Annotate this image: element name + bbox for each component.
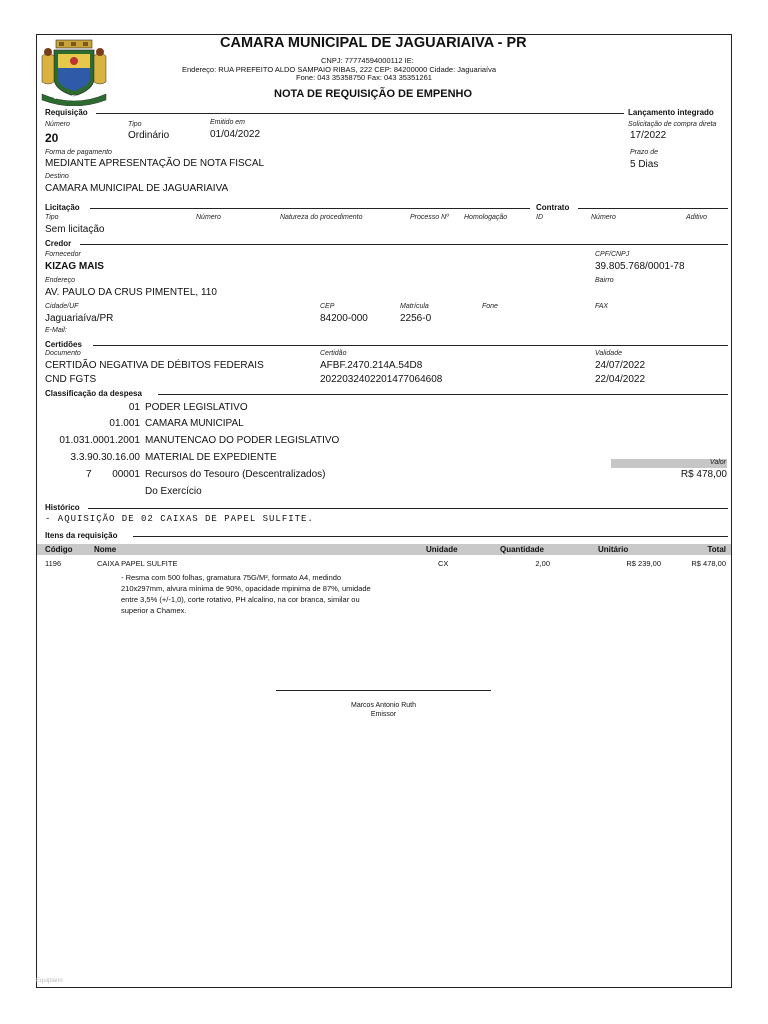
certidao-row-1-validade: 24/07/2022 — [595, 360, 646, 371]
cnpj-text: CNPJ: 77774594000112 IE: — [321, 56, 414, 65]
classificacao-code-4: 3.3.90.30.16.00 — [70, 452, 140, 463]
matricula-label: Matrícula — [400, 303, 429, 310]
classificacao-desc-1: PODER LEGISLATIVO — [145, 402, 248, 413]
fornecedor-value: KIZAG MAIS — [45, 261, 104, 272]
item-desc-line-4: superior a Chamex. — [121, 606, 187, 615]
certidao-row-2-validade: 22/04/2022 — [595, 374, 646, 385]
licitacao-tipo-label: Tipo — [45, 214, 59, 221]
fone-label: Fone — [482, 303, 498, 310]
certidao-row-1-numero: AFBF.2470.214A.54D8 — [320, 360, 423, 371]
prazo-label: Prazo de — [630, 149, 659, 156]
item-quantidade: 2,00 — [535, 559, 550, 568]
prazo-value: 5 Dias — [630, 159, 659, 170]
cidade-label: Cidade/UF — [45, 303, 79, 310]
cep-label: CEP — [320, 303, 335, 310]
section-credor: Credor — [45, 239, 72, 248]
cidade-value: Jaguariaíva/PR — [45, 313, 114, 324]
exercicio-text: Do Exercício — [145, 486, 202, 497]
forma-label: Forma de pagamento — [45, 149, 112, 156]
col-unidade: Unidade — [426, 545, 458, 554]
col-nome: Nome — [94, 545, 117, 554]
licitacao-numero-label: Número — [196, 214, 221, 221]
section-lancamento: Lançamento integrado — [628, 108, 714, 117]
numero-value: 20 — [45, 131, 59, 145]
crest-banner-text: JAGUARIAIVA — [54, 95, 89, 101]
certidao-row-2-documento: CND FGTS — [45, 374, 97, 385]
fonte-numero: 7 — [86, 469, 92, 480]
tipo-value: Ordinário — [128, 130, 170, 141]
document-subtitle: NOTA DE REQUISIÇÃO DE EMPENHO — [274, 88, 473, 100]
destino-value: CAMARA MUNICIPAL DE JAGUARIAIVA — [45, 183, 229, 194]
endereco-label: Endereço — [45, 277, 75, 284]
classificacao-desc-2: CAMARA MUNICIPAL — [145, 418, 244, 429]
documento-label: Documento — [45, 350, 81, 357]
section-historico: Histórico — [45, 503, 80, 512]
col-codigo: Código — [45, 545, 73, 554]
solicitacao-label: Solicitação de compra direta — [628, 121, 717, 128]
classificacao-desc-3: MANUTENCAO DO PODER LEGISLATIVO — [145, 435, 340, 446]
emitido-value: 01/04/2022 — [210, 129, 261, 140]
destino-label: Destino — [45, 173, 69, 180]
section-licitacao: Licitação — [45, 203, 80, 212]
item-unidade: CX — [438, 559, 449, 568]
section-certidoes: Certidões — [45, 340, 82, 349]
item-nome: CAIXA PAPEL SULFITE — [97, 559, 178, 568]
certidao-label: Certidão — [320, 350, 347, 357]
historico-text: - AQUISIÇÃO DE 02 CAIXAS DE PAPEL SULFITE. — [45, 514, 314, 524]
signature-role: Emissor — [370, 711, 397, 718]
phone-text: Fone: 043 35358750 Fax: 043 35351261 — [296, 73, 432, 82]
item-unitario: R$ 239,00 — [626, 559, 661, 568]
signature-line — [276, 690, 491, 691]
matricula-value: 2256-0 — [400, 313, 432, 324]
classificacao-code-2: 01.001 — [109, 418, 140, 429]
item-desc-line-1: - Resma com 500 folhas, gramatura 75G/M², formato A4, medindo — [121, 573, 342, 582]
valor-label: Valor — [709, 459, 726, 466]
bairro-label: Bairro — [595, 277, 614, 284]
classificacao-code-5: 00001 — [112, 469, 140, 480]
section-itens: Itens da requisição — [45, 531, 118, 540]
document-frame — [36, 34, 732, 988]
classificacao-code-3: 01.031.0001.2001 — [59, 435, 140, 446]
contrato-numero-label: Número — [591, 214, 616, 221]
item-desc-line-3: entre 3,5% (+/-1,0), corte rotativo, PH alcalino, na cor branca, similar ou — [121, 595, 360, 604]
col-total: Total — [707, 545, 726, 554]
homologacao-label: Homologação — [464, 214, 508, 221]
endereco-value: AV. PAULO DA CRUS PIMENTEL, 110 — [45, 287, 217, 298]
valor-value: R$ 478,00 — [680, 469, 727, 480]
emitido-label: Emitido em — [210, 119, 246, 126]
numero-label: Número — [45, 121, 70, 128]
cpf-label: CPF/CNPJ — [595, 251, 630, 258]
email-label: E-Mail: — [45, 327, 67, 334]
cep-value: 84200-000 — [320, 313, 368, 324]
aditivo-label: Aditivo — [686, 214, 708, 221]
processo-label: Processo Nº — [410, 214, 449, 221]
solicitacao-value: 17/2022 — [630, 130, 667, 141]
contrato-id-label: ID — [536, 214, 543, 221]
classificacao-desc-4: MATERIAL DE EXPEDIENTE — [145, 452, 277, 463]
footer-watermark: Equiplano — [36, 978, 63, 984]
classificacao-desc-5: Recursos do Tesouro (Descentralizados) — [145, 469, 326, 480]
signature-name: Marcos Antonio Ruth — [351, 702, 416, 709]
forma-value: MEDIANTE APRESENTAÇÃO DE NOTA FISCAL — [45, 158, 265, 169]
item-total: R$ 478,00 — [691, 559, 726, 568]
licitacao-tipo-value: Sem licitação — [45, 224, 105, 235]
item-desc-line-2: 210x297mm, alvura mínima de 90%, opacidade mpinima de 87%, umidade — [121, 584, 371, 593]
col-unitario: Unitário — [598, 545, 629, 554]
section-classificacao: Classificação da despesa — [45, 389, 142, 398]
classificacao-code-1: 01 — [128, 402, 140, 413]
cpf-value: 39.805.768/0001-78 — [595, 261, 685, 272]
page-title: CAMARA MUNICIPAL DE JAGUARIAIVA - PR — [220, 35, 527, 51]
item-codigo: 1196 — [45, 559, 62, 568]
fax-label: FAX — [595, 303, 609, 310]
natureza-label: Natureza do procedimento — [280, 214, 363, 221]
section-contrato: Contrato — [536, 203, 570, 212]
tipo-label: Tipo — [128, 121, 142, 128]
section-requisicao: Requisição — [45, 108, 88, 117]
validade-label: Validade — [595, 350, 622, 357]
certidao-row-2-numero: 2022032402201477064608 — [320, 374, 443, 385]
certidao-row-1-documento: CERTIDÃO NEGATIVA DE DÉBITOS FEDERAIS — [45, 360, 264, 371]
col-quantidade: Quantidade — [500, 545, 545, 554]
fornecedor-label: Fornecedor — [45, 251, 81, 258]
address-text: Endereço: RUA PREFEITO ALDO SAMPAIO RIBAS, 222 CEP: 84200000 Cidade: Jaguariaíva — [182, 65, 497, 74]
